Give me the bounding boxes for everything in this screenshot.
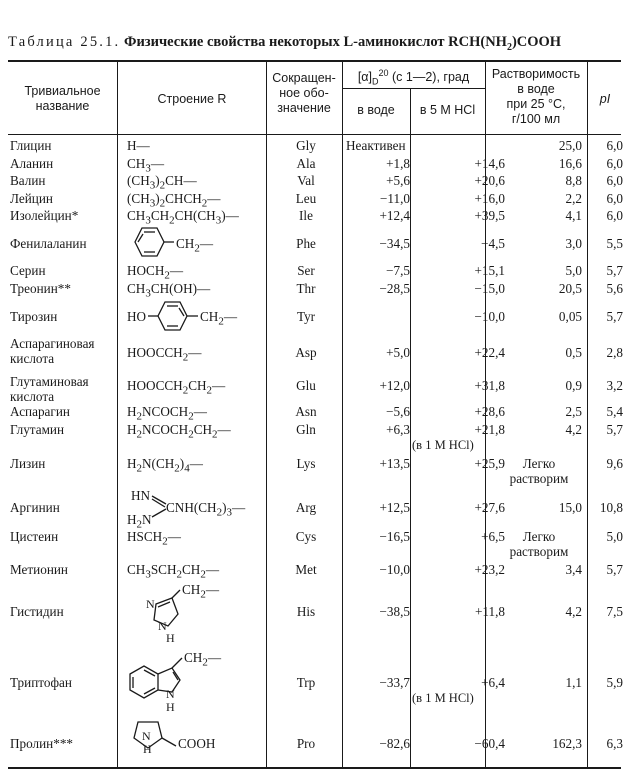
row-water-arg: +12,5 [379, 500, 410, 515]
row-abbr-trp: Trp [296, 675, 316, 690]
row-name-gly: Глицин [10, 138, 52, 153]
table-number: Таблица 25.1. [8, 34, 121, 50]
row-structure-phe: $CH_2—$ [176, 236, 214, 255]
row-hcl-thr: −15,0 [474, 281, 505, 296]
row-hcl-ser: +15,1 [474, 263, 505, 278]
row-solubility-pro: 162,3 [552, 736, 582, 751]
row-structure-gln: $H_2NCOCH_2CH_2—$ [127, 422, 231, 441]
row-pi-lys: 9,6 [606, 456, 623, 471]
row-name-ile: Изолейцин* [10, 208, 79, 223]
row-abbr-asp: Asp [295, 345, 317, 360]
row-hcl-pro: −60,4 [474, 736, 505, 751]
row-pi-gln: 5,7 [606, 422, 623, 437]
row-water-leu: −11,0 [379, 191, 410, 206]
row-structure-pro: COOH [178, 736, 216, 751]
row-pi-phe: 5,5 [606, 236, 623, 251]
row-pi-ala: 6,0 [606, 156, 623, 171]
row-abbr-gln: Gln [296, 422, 316, 437]
row-solubility-thr: 20,5 [558, 281, 582, 296]
row-structure-ser: $HOCH_2—$ [127, 263, 184, 282]
row-abbr-cys: Cys [295, 529, 317, 544]
row-solubility-ala: 16,6 [558, 156, 582, 171]
col-divider [266, 62, 267, 768]
table-title: Физические свойства некоторых L-аминокислот $RCH(NH_2)COOH$ [124, 34, 562, 53]
row-abbr-pro: Pro [296, 736, 316, 751]
row-solubility-trp: 1,1 [565, 675, 582, 690]
table-caption [8, 34, 561, 53]
row-solubility-gly: 25,0 [558, 138, 582, 153]
header-water: в воде [357, 103, 395, 117]
row-pi-glu: 3,2 [606, 378, 623, 393]
row-structure-ile: $CH_3CH_2CH(CH_3)—$ [127, 208, 239, 227]
row-name-thr: Треонин** [10, 281, 71, 296]
row-structure-leu: $(CH_3)_2CHCH_2—$ [127, 191, 221, 210]
row-structure-pro-h: H [143, 742, 152, 756]
row-structure-gly: H— [127, 138, 150, 153]
row-structure-lys: $H_2N(CH_2)_4—$ [127, 456, 203, 475]
row-solubility-his: 4,2 [565, 604, 582, 619]
row-pi-thr: 5,6 [606, 281, 623, 296]
row-abbr-arg: Arg [295, 500, 317, 515]
row-hcl-val: +20,6 [474, 173, 505, 188]
row-name-ala: Аланин [10, 156, 54, 171]
header-hcl: в 5 М HCl [419, 103, 476, 117]
row-abbr-his: His [296, 604, 316, 619]
row-hcl-ile: +39,5 [474, 208, 505, 223]
row-name-ser: Серин [10, 263, 46, 278]
row-water-asp: +5,0 [386, 345, 410, 360]
row-hcl-met: +23,2 [474, 562, 505, 577]
pyrrolidine-ring-icon [124, 716, 184, 756]
header-abbr: Сокращен- ное обо- значение [272, 71, 336, 115]
row-solubility-arg: 15,0 [558, 500, 582, 515]
row-structure-pro-n: N [142, 729, 151, 743]
row-water-ser: −7,5 [386, 263, 410, 278]
row-name-tyr: Тирозин [10, 309, 58, 324]
row-pi-val: 6,0 [606, 173, 623, 188]
row-name-trp: Триптофан [10, 675, 72, 690]
row-structure-ala: $CH_3—$ [127, 156, 165, 175]
row-name-arg: Аргинин [10, 500, 60, 515]
row-abbr-asn: Asn [295, 404, 317, 419]
row-name-pro: Пролин*** [10, 736, 74, 751]
row-hcl-cys: +6,5 [481, 529, 505, 544]
row-name-phe: Фенилаланин [10, 236, 87, 251]
row-hcl-trp: +6,4 [481, 675, 505, 690]
row-structure-tyr-ho: HO [127, 309, 147, 324]
row-abbr-ile: Ile [299, 208, 313, 223]
row-abbr-tyr: Tyr [296, 309, 316, 324]
row-pi-leu: 6,0 [606, 191, 623, 206]
row-water-met: −10,0 [379, 562, 410, 577]
row-hcl-ala: +14,6 [474, 156, 505, 171]
row-water-pro: −82,6 [379, 736, 410, 751]
row-hcl-glu: +31,8 [474, 378, 505, 393]
row-solubility-ser: 5,0 [565, 263, 582, 278]
row-pi-his: 7,5 [606, 604, 623, 619]
header-pi: pI [599, 92, 611, 106]
row-water-ile: +12,4 [379, 208, 410, 223]
row-pi-trp: 5,9 [606, 675, 623, 690]
row-structure-cys: $HSCH_2—$ [127, 529, 181, 548]
row-abbr-thr: Thr [296, 281, 316, 296]
row-solubility-asn: 2,5 [565, 404, 582, 419]
row-solubility-leu: 2,2 [565, 191, 582, 206]
header-bottom-rule [8, 134, 621, 135]
row-solubility-val: 8,8 [565, 173, 582, 188]
row-abbr-glu: Glu [296, 378, 316, 393]
row-water-gly: Неактивен [346, 138, 406, 153]
row-water-glu: +12,0 [379, 378, 410, 393]
row-solubility-met: 3,4 [565, 562, 582, 577]
row-solubility-glu: 0,9 [565, 378, 582, 393]
row-hcl-note-trp: (в 1 М HCl) [412, 691, 474, 705]
row-hcl-note-gln: (в 1 М HCl) [412, 438, 474, 452]
row-abbr-ser: Ser [297, 263, 315, 278]
row-pi-asn: 5,4 [606, 404, 623, 419]
row-name-met: Метионин [10, 562, 68, 577]
row-structure-arg-hn: HN [131, 488, 151, 503]
row-pi-tyr: 5,7 [606, 309, 623, 324]
row-pi-gly: 6,0 [606, 138, 623, 153]
row-pi-asp: 2,8 [606, 345, 623, 360]
row-water-his: −38,5 [379, 604, 410, 619]
row-structure-thr: $CH_3CH(OH)—$ [127, 281, 211, 300]
row-abbr-leu: Leu [295, 191, 317, 206]
benzene-ring-icon [126, 226, 176, 260]
header-name: Тривиальное название [24, 84, 101, 113]
top-rule [8, 60, 621, 62]
row-name-asn: Аспарагин [10, 404, 70, 419]
row-name-cys: Цистеин [10, 529, 59, 544]
row-name-leu: Лейцин [10, 191, 53, 206]
row-solubility-ile: 4,1 [565, 208, 582, 223]
row-name-his: Гистидин [10, 604, 64, 619]
row-water-val: +5,6 [386, 173, 410, 188]
row-hcl-tyr: −10,0 [474, 309, 505, 324]
header-structure: Строение R [157, 92, 227, 106]
row-structure-his-n2: N [158, 619, 167, 633]
header-solubility: Растворимость в воде при 25 °С, г/100 мл [491, 67, 581, 126]
row-pi-ile: 6,0 [606, 208, 623, 223]
row-structure-met: $CH_3SCH_2CH_2—$ [127, 562, 219, 581]
row-structure-his: $CH_2—$ [182, 582, 220, 601]
row-structure-arg-h2n: $H_2N$ [127, 512, 152, 531]
row-water-trp: −33,7 [379, 675, 410, 690]
col-divider [117, 62, 118, 768]
row-hcl-phe: −4,5 [481, 236, 505, 251]
row-solubility-lys: Легко растворим [509, 456, 569, 486]
row-pi-pro: 6,3 [606, 736, 623, 751]
row-pi-arg: 10,8 [599, 500, 623, 515]
row-structure-val: $(CH_3)_2CH—$ [127, 173, 197, 192]
row-structure-arg: $CNH(CH_2)_3—$ [166, 500, 246, 519]
row-hcl-lys: +25,9 [474, 456, 505, 471]
row-name-val: Валин [10, 173, 46, 188]
row-solubility-asp: 0,5 [565, 345, 582, 360]
row-structure-tyr: $CH_2—$ [200, 309, 238, 328]
row-structure-asn: $H_2NCOCH_2—$ [127, 404, 207, 423]
row-structure-trp-h: H [166, 700, 175, 714]
row-name-lys: Лизин [10, 456, 46, 471]
row-abbr-gly: Gly [296, 138, 316, 153]
row-water-thr: −28,5 [379, 281, 410, 296]
row-solubility-cys: Легко растворим [509, 529, 569, 559]
row-water-gln: +6,3 [386, 422, 410, 437]
row-solubility-gln: 4,2 [565, 422, 582, 437]
row-solubility-tyr: 0,05 [558, 309, 582, 324]
row-water-phe: −34,5 [379, 236, 410, 251]
row-water-ala: +1,8 [386, 156, 410, 171]
row-structure-glu: $HOOCCH_2CH_2—$ [127, 378, 226, 397]
row-pi-cys: 5,0 [606, 529, 623, 544]
row-hcl-asp: +22,4 [474, 345, 505, 360]
row-hcl-gln: +21,8 [474, 422, 505, 437]
row-structure-his-h: H [166, 631, 175, 645]
row-water-lys: +13,5 [379, 456, 410, 471]
row-pi-met: 5,7 [606, 562, 623, 577]
row-hcl-leu: +16,0 [474, 191, 505, 206]
row-hcl-asn: +28,6 [474, 404, 505, 419]
row-abbr-lys: Lys [296, 456, 316, 471]
row-solubility-phe: 3,0 [565, 236, 582, 251]
row-name-asp: Аспарагиновая кислота [10, 336, 95, 366]
row-water-asn: −5,6 [386, 404, 410, 419]
row-abbr-met: Met [295, 562, 317, 577]
row-hcl-his: +11,8 [474, 604, 505, 619]
row-abbr-val: Val [297, 173, 315, 188]
row-name-glu: Глутаминовая кислота [10, 374, 89, 404]
row-abbr-phe: Phe [296, 236, 316, 251]
row-structure-asp: $HOOCCH_2—$ [127, 345, 202, 364]
header-rotation: $[\alpha]_D^{20}$ (c 1—2), град [357, 68, 470, 87]
row-name-gln: Глутамин [10, 422, 65, 437]
row-structure-trp-n: N [166, 687, 175, 701]
row-water-cys: −16,5 [379, 529, 410, 544]
row-pi-ser: 5,7 [606, 263, 623, 278]
bottom-rule [8, 767, 621, 769]
row-abbr-ala: Ala [296, 156, 316, 171]
row-hcl-arg: +27,6 [474, 500, 505, 515]
row-structure-trp: $CH_2—$ [184, 650, 222, 669]
row-structure-his-n1: N [146, 597, 155, 611]
